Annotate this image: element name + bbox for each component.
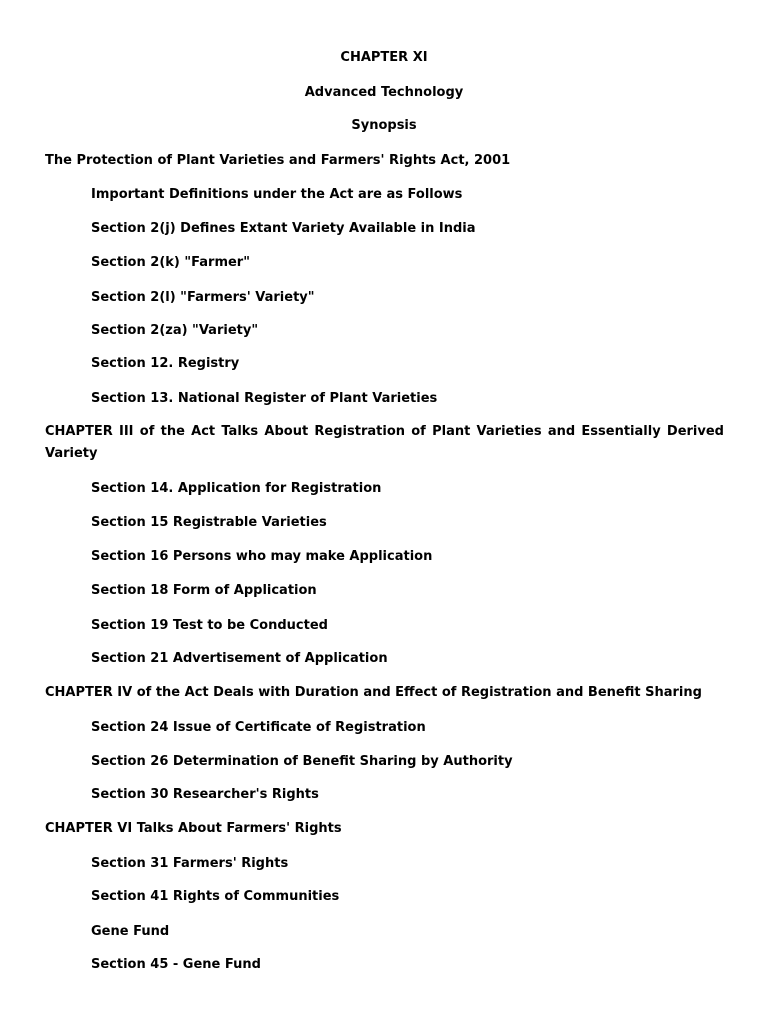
toc-chapter-3-heading: CHAPTER III of the Act Talks About Registration of Plant Varieties and Essentially Derived Variety	[45, 424, 724, 461]
toc-item-section-15: Section 15 Registrable Varieties	[91, 515, 327, 530]
toc-item-section-13: Section 13. National Register of Plant Varieties	[91, 391, 438, 406]
toc-item-section-26: Section 26 Determination of Benefit Sharing by Authority	[91, 754, 513, 769]
toc-item-section-2l: Section 2(l) "Farmers' Variety"	[91, 290, 315, 305]
toc-item-section-2k: Section 2(k) "Farmer"	[91, 255, 250, 270]
toc-item-section-21: Section 21 Advertisement of Application	[91, 651, 388, 666]
synopsis-heading: Synopsis	[351, 118, 417, 133]
toc-item-section-2j: Section 2(j) Defines Extant Variety Available in India	[91, 221, 476, 236]
toc-chapter-4-heading: CHAPTER IV of the Act Deals with Duration and Effect of Registration and Benefit Sharing	[45, 685, 702, 700]
chapter-title: CHAPTER XI	[340, 50, 428, 65]
toc-item-section-19: Section 19 Test to be Conducted	[91, 618, 328, 633]
toc-item-section-45: Section 45 - Gene Fund	[91, 957, 261, 972]
chapter-subject: Advanced Technology	[304, 85, 464, 100]
toc-item-section-12: Section 12. Registry	[91, 356, 240, 371]
toc-act-heading: The Protection of Plant Varieties and Farmers' Rights Act, 2001	[45, 153, 511, 168]
toc-item-section-18: Section 18 Form of Application	[91, 583, 317, 598]
toc-item-section-30: Section 30 Researcher's Rights	[91, 787, 319, 802]
toc-item-gene-fund: Gene Fund	[91, 924, 170, 939]
toc-chapter-6-heading: CHAPTER VI Talks About Farmers' Rights	[45, 821, 342, 836]
toc-item-section-41: Section 41 Rights of Communities	[91, 889, 340, 904]
toc-item-section-24: Section 24 Issue of Certificate of Registration	[91, 720, 426, 735]
toc-item-section-14: Section 14. Application for Registration	[91, 481, 382, 496]
toc-item-section-31: Section 31 Farmers' Rights	[91, 856, 289, 871]
toc-item-section-16: Section 16 Persons who may make Application	[91, 549, 433, 564]
toc-definitions-heading: Important Definitions under the Act are as Follows	[91, 187, 463, 202]
toc-item-section-2za: Section 2(za) "Variety"	[91, 323, 259, 338]
